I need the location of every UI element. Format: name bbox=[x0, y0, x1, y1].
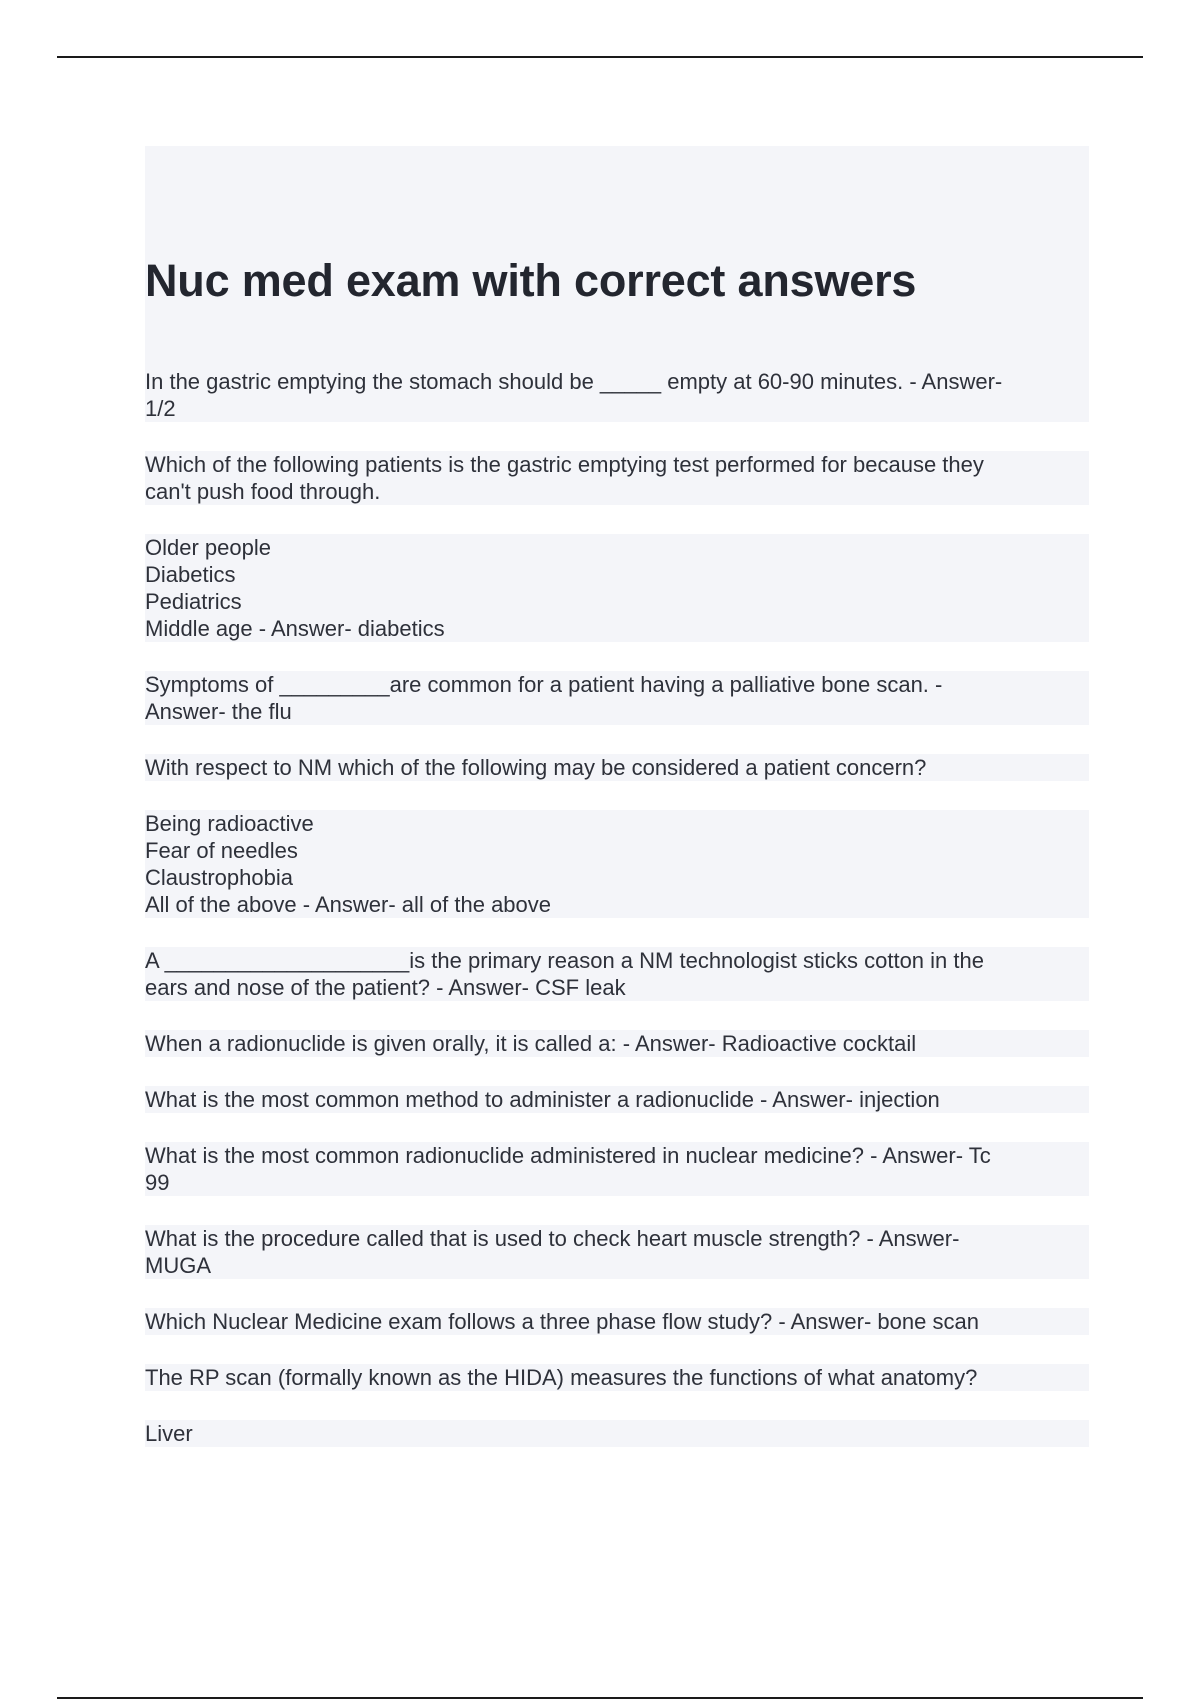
qa-block bbox=[145, 754, 1089, 781]
text-line: Liver bbox=[145, 1421, 193, 1446]
document-body bbox=[145, 368, 1089, 1476]
text-line: ears and nose of the patient? - Answer- CSF leak bbox=[145, 975, 626, 1000]
text-line: Symptoms of _________are common for a patient having a palliative bone scan. - bbox=[145, 672, 943, 697]
top-rule bbox=[57, 56, 1143, 58]
text-line: Diabetics bbox=[145, 562, 236, 587]
text-line: Claustrophobia bbox=[145, 865, 293, 890]
bottom-rule bbox=[57, 1697, 1143, 1699]
text-line: Which of the following patients is the gastric emptying test performed for because they bbox=[145, 452, 984, 477]
text-line: A ____________________is the primary reason a NM technologist sticks cotton in the bbox=[145, 948, 984, 973]
text-line: What is the procedure called that is used to check heart muscle strength? - Answer- bbox=[145, 1226, 960, 1251]
qa-block bbox=[145, 810, 1089, 918]
text-line: In the gastric emptying the stomach should be _____ empty at 60-90 minutes. - Answer- bbox=[145, 369, 1003, 394]
qa-block bbox=[145, 1308, 1089, 1335]
qa-block bbox=[145, 1086, 1089, 1113]
qa-block bbox=[145, 1364, 1089, 1391]
text-line: 99 bbox=[145, 1170, 170, 1195]
text-line: Being radioactive bbox=[145, 811, 314, 836]
text-line: Fear of needles bbox=[145, 838, 298, 863]
qa-block bbox=[145, 1420, 1089, 1447]
text-line: What is the most common radionuclide administered in nuclear medicine? - Answer- Tc bbox=[145, 1143, 991, 1168]
text-line: When a radionuclide is given orally, it is called a: - Answer- Radioactive cocktail bbox=[145, 1031, 917, 1056]
text-line: Pediatrics bbox=[145, 589, 242, 614]
qa-block bbox=[145, 1225, 1089, 1279]
text-line: can't push food through. bbox=[145, 479, 381, 504]
qa-block bbox=[145, 1142, 1089, 1196]
text-line: With respect to NM which of the following may be considered a patient concern? bbox=[145, 755, 927, 780]
text-line: All of the above - Answer- all of the above bbox=[145, 892, 552, 917]
text-line: 1/2 bbox=[145, 396, 176, 421]
document-title: Nuc med exam with correct answers bbox=[145, 255, 917, 306]
text-line: What is the most common method to administer a radionuclide - Answer- injection bbox=[145, 1087, 940, 1112]
qa-block bbox=[145, 368, 1089, 422]
qa-block bbox=[145, 671, 1089, 725]
qa-block bbox=[145, 451, 1089, 505]
text-line: Older people bbox=[145, 535, 271, 560]
text-line: MUGA bbox=[145, 1253, 211, 1278]
text-line: Answer- the flu bbox=[145, 699, 292, 724]
text-line: Middle age - Answer- diabetics bbox=[145, 616, 445, 641]
text-line: Which Nuclear Medicine exam follows a three phase flow study? - Answer- bone scan bbox=[145, 1309, 979, 1334]
qa-block bbox=[145, 947, 1089, 1001]
qa-block bbox=[145, 534, 1089, 642]
qa-block bbox=[145, 1030, 1089, 1057]
text-line: The RP scan (formally known as the HIDA) measures the functions of what anatomy? bbox=[145, 1365, 978, 1390]
